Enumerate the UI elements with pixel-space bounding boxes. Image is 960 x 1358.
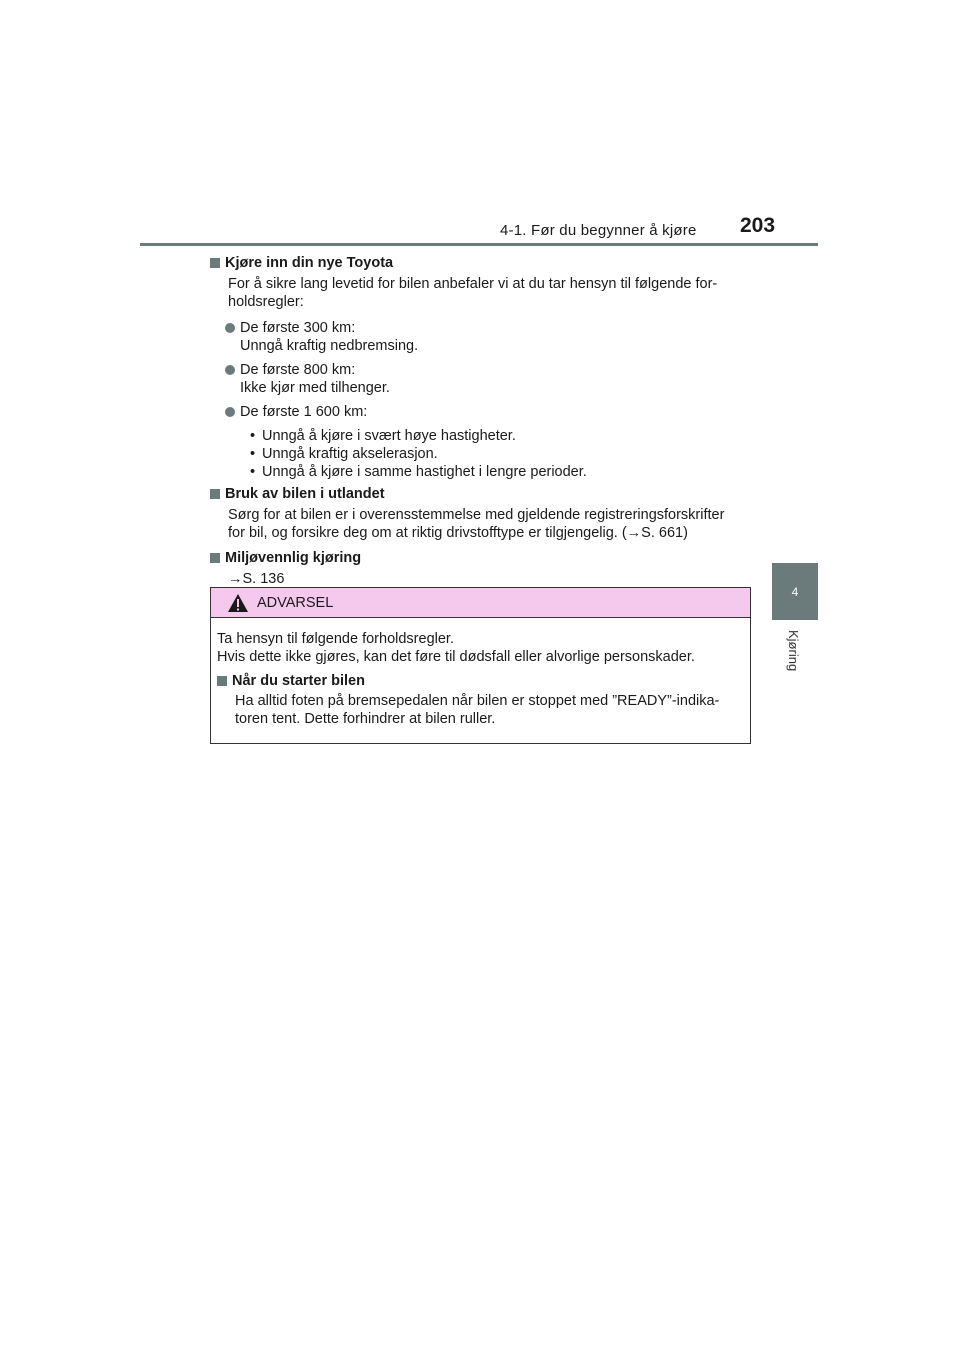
circle-bullet-icon (225, 407, 235, 417)
warning-box (210, 587, 751, 744)
heading-text: Miljøvennlig kjøring (225, 550, 362, 566)
square-marker-icon (210, 553, 220, 563)
warning-line: Hvis dette ikke gjøres, kan det føre til dødsfall eller alvorlige personskader. (217, 649, 695, 665)
heading-eco (210, 549, 755, 567)
warning-triangle-icon (227, 593, 249, 613)
sub-list (210, 427, 755, 481)
bullet-title: De første 300 km: (240, 320, 356, 336)
chapter-number: 4 (791, 584, 799, 599)
warning-subheading (217, 672, 744, 690)
sub-item-text: Unngå å kjøre i samme hastighet i lengre perioder. (262, 464, 587, 480)
sub-list-item: • Unngå å kjøre i samme hastighet i lengre perioder. (250, 464, 587, 480)
abroad-text (210, 506, 755, 542)
warning-subheading-text: Når du starter bilen (232, 673, 365, 689)
warning-title: ADVARSEL (257, 594, 334, 611)
list-item (210, 319, 755, 355)
circle-bullet-icon (225, 323, 235, 333)
sub-list-item: • Unngå kraftig akselerasjon. (250, 446, 438, 462)
section-title: 4-1. Før du begynner å kjøre (500, 222, 697, 239)
square-marker-icon (217, 676, 227, 686)
warning-body (211, 618, 750, 728)
bullet-title: De første 1 600 km: (240, 404, 368, 420)
heading-text: Bruk av bilen i utlandet (225, 486, 385, 502)
list-item (210, 361, 755, 397)
warning-subtext (217, 692, 744, 728)
intro-text (210, 275, 755, 311)
circle-bullet-icon (225, 365, 235, 375)
header-divider (140, 243, 818, 246)
bullet-text: Ikke kjør med tilhenger. (240, 380, 390, 396)
warning-line: toren tent. Dette forhindrer at bilen ruller. (235, 711, 496, 727)
intro-line: holdsregler: (228, 294, 304, 310)
body-line: for bil, og forsikre deg om at riktig drivstofftype er tilgjengelig. (→S. 661) (228, 525, 688, 541)
warning-header (211, 588, 750, 618)
body-line: Sørg for at bilen er i overensstemmelse med gjeldende registreringsforskrifter (228, 507, 725, 523)
chapter-tab (772, 563, 818, 620)
heading-text: Kjøre inn din nye Toyota (225, 255, 394, 271)
sub-item-text: Unngå kraftig akselerasjon. (262, 446, 438, 462)
sub-item-text: Unngå å kjøre i svært høye hastigheter. (262, 428, 516, 444)
heading-break-in (210, 254, 755, 272)
chapter-label (774, 630, 814, 690)
sub-list-item: • Unngå å kjøre i svært høye hastigheter. (250, 428, 516, 444)
bullet-title: De første 800 km: (240, 362, 356, 378)
warning-line: Ta hensyn til følgende forholdsregler. (217, 631, 454, 647)
list-item (210, 403, 755, 421)
page-number: 203 (740, 214, 776, 237)
square-marker-icon (210, 489, 220, 499)
heading-abroad (210, 485, 755, 503)
bullet-text: Unngå kraftig nedbremsing. (240, 338, 419, 354)
square-marker-icon (210, 258, 220, 268)
warning-line: Ha alltid foten på bremsepedalen når bilen er stoppet med ”READY”-indika- (235, 693, 720, 709)
main-content (210, 254, 755, 588)
chapter-label-text: Kjøring (786, 630, 801, 672)
intro-line: For å sikre lang levetid for bilen anbefaler vi at du tar hensyn til følgende for- (228, 276, 718, 292)
page-reference: →S. 136 (228, 571, 285, 587)
